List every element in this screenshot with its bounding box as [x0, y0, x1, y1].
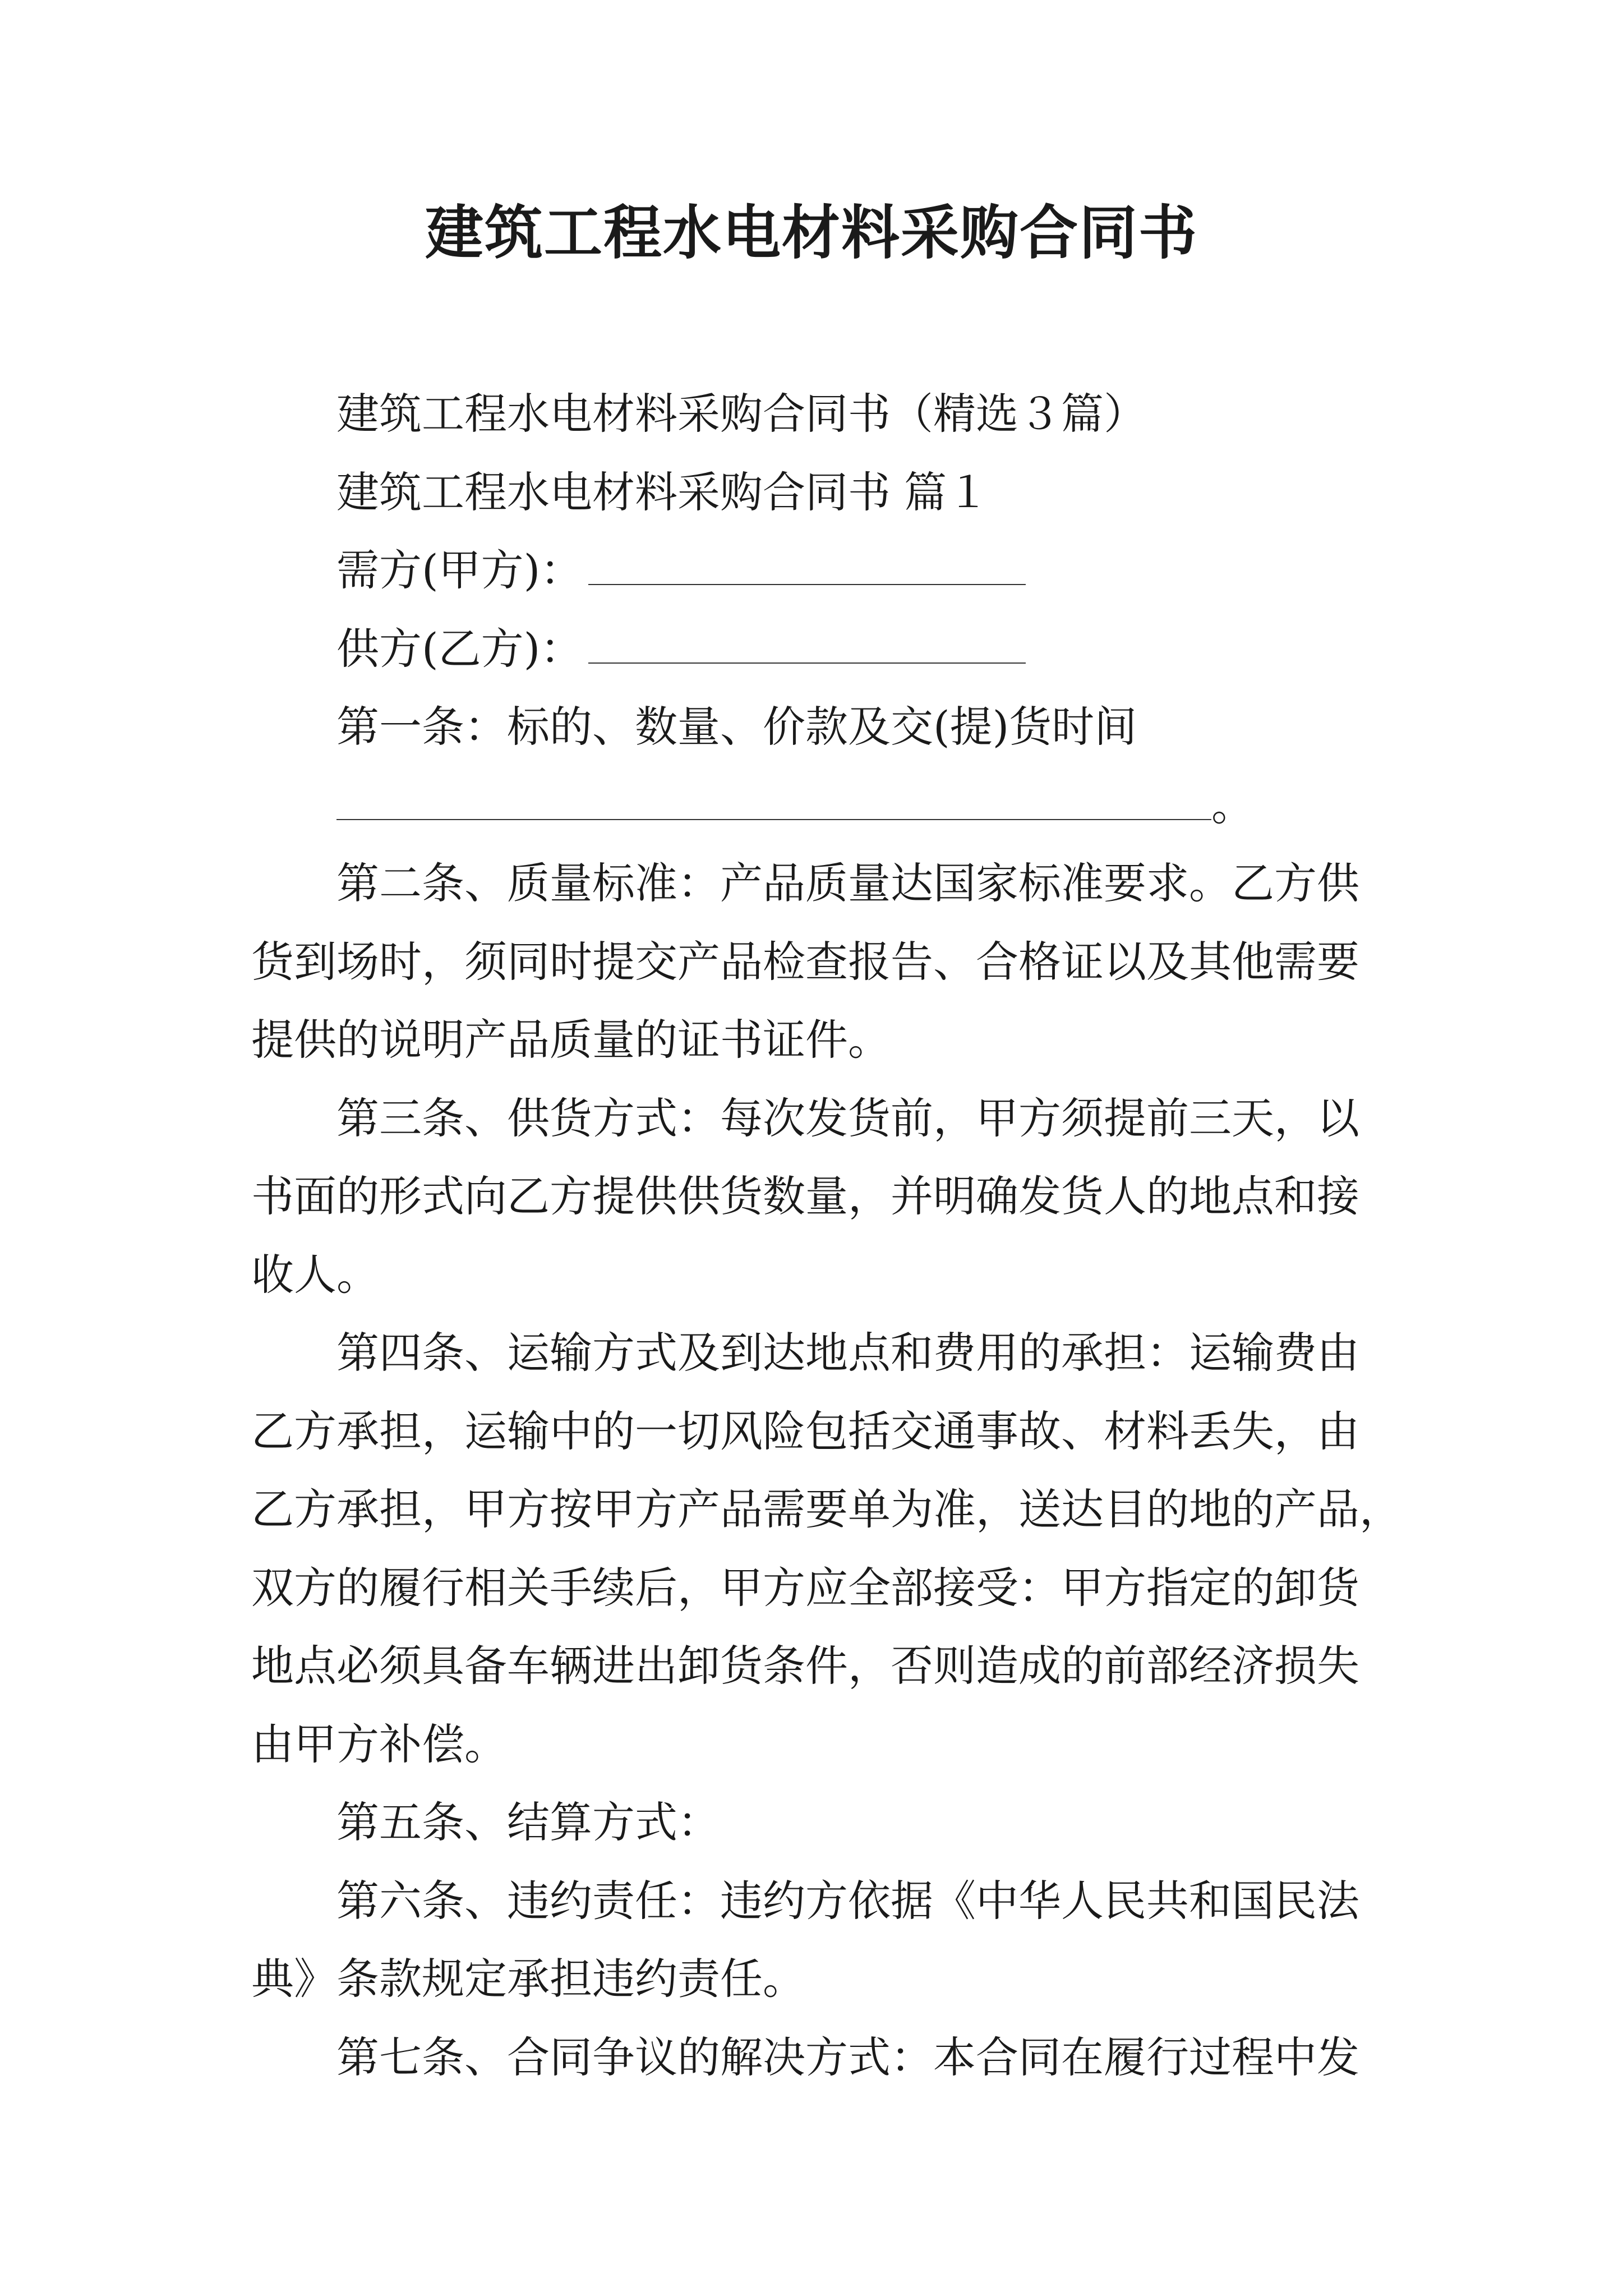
- text-line: 乙方承担，甲方按甲方产品需要单为准，送达目的地的产品，: [251, 1484, 1402, 1534]
- supplier-label: 供方(乙方)：: [336, 623, 583, 674]
- text-line: 地点必须具备车辆进出卸货条件，否则造成的前部经济损失: [251, 1641, 1359, 1691]
- line-01: [251, 375, 1378, 453]
- line-20: [251, 1862, 1378, 1940]
- line-14: [251, 1392, 1378, 1471]
- line-04: [251, 610, 1378, 688]
- line-05: [251, 688, 1378, 766]
- buyer-label: 需方(甲方)：: [336, 545, 583, 595]
- supplier-blank-field[interactable]: [588, 623, 1026, 664]
- text-line: 第六条、违约责任：违约方依据《中华人民共和国民法: [336, 1875, 1359, 1926]
- line-21: [251, 1940, 1378, 2018]
- document-body: [251, 375, 1402, 2096]
- line-07: [251, 844, 1378, 923]
- text-line: 。: [1211, 780, 1254, 830]
- buyer-blank-field[interactable]: [588, 545, 1026, 585]
- line-06: [251, 766, 1378, 845]
- line-12: [251, 1236, 1378, 1314]
- line-15: [251, 1470, 1402, 1549]
- line-16: [251, 1549, 1378, 1627]
- text-line: 双方的履行相关手续后，甲方应全部接受：甲方指定的卸货: [251, 1562, 1359, 1613]
- delivery-blank-field[interactable]: [336, 780, 1211, 820]
- text-line: 提供的说明产品质量的证书证件。: [251, 1015, 891, 1065]
- line-22: [251, 2018, 1378, 2097]
- line-19: [251, 1783, 1378, 1862]
- line-03: [251, 531, 1378, 610]
- line-09: [251, 1001, 1378, 1079]
- text-line: 第二条、质量标准：产品质量达国家标准要求。乙方供: [336, 858, 1359, 908]
- text-line: 建筑工程水电材料采购合同书（精选３篇）: [336, 389, 1146, 439]
- text-line: 第三条、供货方式：每次发货前，甲方须提前三天，以: [336, 1093, 1359, 1143]
- text-line: 第一条：标的、数量、价款及交(提)货时间: [336, 702, 1137, 752]
- line-10: [251, 1079, 1378, 1158]
- text-line: 书面的形式向乙方提供供货数量，并明确发货人的地点和接: [251, 1171, 1359, 1221]
- text-line: 第五条、结算方式：: [336, 1797, 720, 1847]
- line-18: [251, 1705, 1378, 1784]
- line-11: [251, 1157, 1378, 1236]
- text-line: 货到场时，须同时提交产品检查报告、合格证以及其他需要: [251, 936, 1359, 987]
- line-08: [251, 923, 1378, 1001]
- line-13: [251, 1314, 1378, 1392]
- document-title: 建筑工程水电材料采购合同书: [425, 198, 1198, 267]
- text-line: 第七条、合同争议的解决方式：本合同在履行过程中发: [336, 2032, 1359, 2082]
- line-02: [251, 453, 1378, 532]
- line-17: [251, 1627, 1378, 1705]
- text-line: 典》条款规定承担违约责任。: [251, 1954, 805, 2004]
- text-line: 乙方承担，运输中的一切风险包括交通事故、材料丢失，由: [251, 1406, 1359, 1456]
- text-line: 由甲方补偿。: [251, 1719, 507, 1769]
- text-line: 第四条、运输方式及到达地点和费用的承担：运输费由: [336, 1328, 1359, 1378]
- text-line: 建筑工程水电材料采购合同书 篇１: [336, 467, 990, 517]
- text-line: 收人。: [251, 1249, 379, 1300]
